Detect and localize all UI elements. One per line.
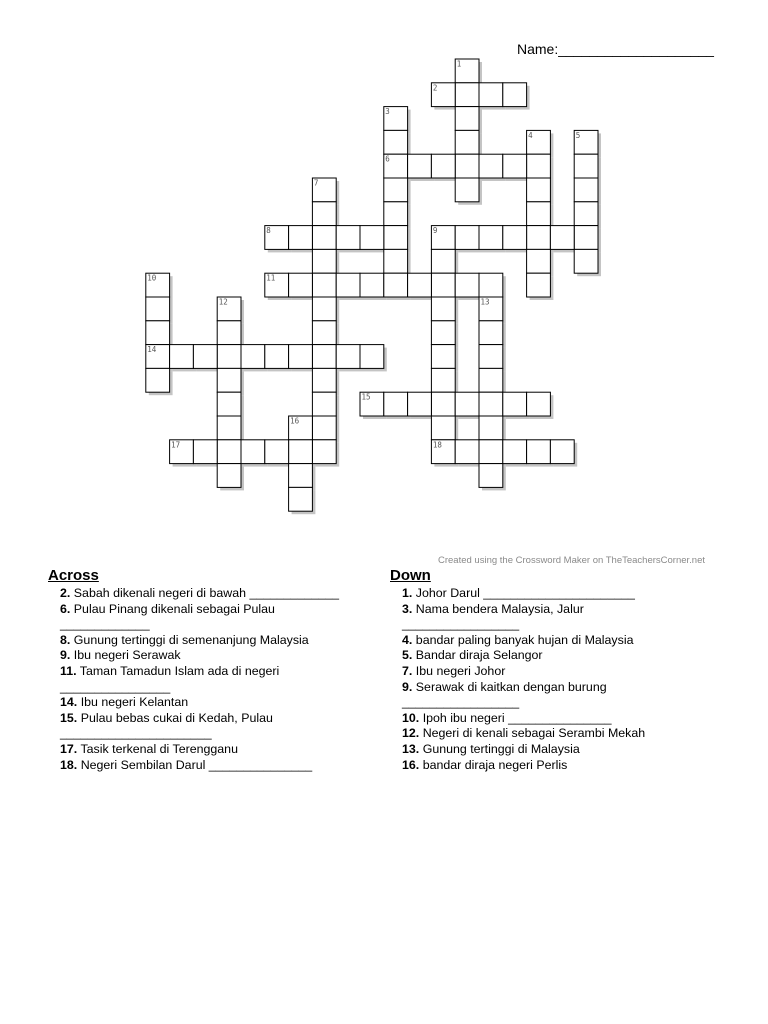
crossword-cell[interactable] xyxy=(431,249,455,273)
crossword-cell[interactable] xyxy=(217,416,241,440)
crossword-cell[interactable] xyxy=(217,392,241,416)
down-clue xyxy=(390,726,720,742)
crossword-cell[interactable] xyxy=(479,368,503,392)
crossword-cell[interactable] xyxy=(312,345,336,369)
crossword-cell[interactable] xyxy=(574,178,598,202)
clue-text: Johor Darul ______________________ xyxy=(415,586,635,600)
cell-number: 10 xyxy=(147,273,157,283)
across-clues xyxy=(48,567,368,773)
clue-number: 2. xyxy=(60,586,71,600)
cell-number: 15 xyxy=(361,392,371,402)
clue-number: 8. xyxy=(60,632,71,647)
crossword-cell[interactable] xyxy=(289,440,313,464)
crossword-cell[interactable] xyxy=(289,345,313,369)
crossword-cell[interactable] xyxy=(312,321,336,345)
across-heading: Across xyxy=(48,567,99,584)
crossword-cell[interactable] xyxy=(455,273,479,297)
clue-answer-line: ________________ xyxy=(60,679,171,694)
crossword-cell[interactable] xyxy=(455,392,479,416)
across-clue xyxy=(48,742,368,758)
clue-answer-line: _________________ xyxy=(402,617,520,632)
crossword-cell[interactable] xyxy=(574,249,598,273)
clue-number: 1. xyxy=(402,586,413,600)
crossword-cell[interactable] xyxy=(479,392,503,416)
crossword-cell[interactable] xyxy=(146,321,170,345)
cell-number: 1 xyxy=(456,59,462,69)
crossword-cell[interactable] xyxy=(431,154,455,178)
down-clue xyxy=(390,648,720,664)
crossword-cell[interactable] xyxy=(431,368,455,392)
crossword-cell[interactable] xyxy=(312,368,336,392)
crossword-cell[interactable] xyxy=(170,345,194,369)
crossword-cell[interactable] xyxy=(289,487,313,511)
crossword-cell[interactable] xyxy=(312,226,336,250)
crossword-cell[interactable] xyxy=(241,345,265,369)
crossword-cell[interactable] xyxy=(289,464,313,488)
crossword-cell[interactable] xyxy=(146,297,170,321)
clue-text: Ibu negeri Kelantan xyxy=(80,695,189,710)
crossword-cell[interactable] xyxy=(527,249,551,273)
clue-number: 10. xyxy=(402,710,420,725)
down-clue xyxy=(390,758,720,774)
down-clues xyxy=(390,567,720,773)
crossword-cell[interactable] xyxy=(479,440,503,464)
crossword-cell[interactable] xyxy=(527,154,551,178)
crossword-cell[interactable] xyxy=(384,273,408,297)
crossword-cell[interactable] xyxy=(479,226,503,250)
crossword-cell[interactable] xyxy=(503,154,527,178)
crossword-cell[interactable] xyxy=(289,226,313,250)
clue-number: 13. xyxy=(402,741,420,756)
crossword-cell[interactable] xyxy=(527,226,551,250)
down-clue xyxy=(390,711,720,727)
clue-number: 7. xyxy=(402,663,413,678)
crossword-cell[interactable] xyxy=(408,273,432,297)
crossword-cell[interactable] xyxy=(360,226,384,250)
clue-number: 16. xyxy=(402,757,420,772)
crossword-cell[interactable] xyxy=(479,321,503,345)
crossword-cell[interactable] xyxy=(503,83,527,107)
cell-number: 12 xyxy=(218,297,228,307)
clue-text: Serawak di kaitkan dengan burung xyxy=(415,679,607,694)
clue-text: Negeri Sembilan Darul _______________ xyxy=(80,757,313,772)
crossword-cell[interactable] xyxy=(408,154,432,178)
crossword-cell[interactable] xyxy=(193,440,217,464)
crossword-cell[interactable] xyxy=(312,202,336,226)
crossword-cell[interactable] xyxy=(312,273,336,297)
crossword-cell[interactable] xyxy=(479,273,503,297)
clue-text: Gunung tertinggi di Malaysia xyxy=(422,741,580,756)
crossword-cell[interactable] xyxy=(146,368,170,392)
credit-text: Created using the Crossword Maker on TheTeachersCorner.net xyxy=(438,555,706,566)
crossword-cell[interactable] xyxy=(360,345,384,369)
crossword-cell[interactable] xyxy=(455,440,479,464)
crossword-cell[interactable] xyxy=(455,154,479,178)
crossword-cell[interactable] xyxy=(265,440,289,464)
crossword-cell[interactable] xyxy=(193,345,217,369)
down-clue xyxy=(390,586,720,602)
crossword-cell[interactable] xyxy=(312,416,336,440)
clue-number: 12. xyxy=(402,726,420,741)
crossword-cell[interactable] xyxy=(550,440,574,464)
across-clue-list xyxy=(48,586,368,773)
clue-text: bandar diraja negeri Perlis xyxy=(422,757,568,772)
crossword-cell[interactable] xyxy=(527,202,551,226)
crossword-cell[interactable] xyxy=(574,202,598,226)
crossword-cell[interactable] xyxy=(289,273,313,297)
crossword-cell[interactable] xyxy=(503,226,527,250)
clue-number: 6. xyxy=(60,601,71,616)
crossword-cell[interactable] xyxy=(479,416,503,440)
across-clue xyxy=(48,695,368,711)
cell-number: 13 xyxy=(480,297,490,307)
crossword-cell[interactable] xyxy=(431,392,455,416)
crossword-cell[interactable] xyxy=(479,154,503,178)
cell-number: 14 xyxy=(147,345,157,355)
cell-number: 17 xyxy=(171,440,181,450)
clue-text: Pulau Pinang dikenali sebagai Pulau xyxy=(73,601,275,616)
across-clue xyxy=(48,633,368,649)
crossword-cell[interactable] xyxy=(527,392,551,416)
crossword-cell[interactable] xyxy=(384,226,408,250)
cell-number: 18 xyxy=(432,440,442,450)
crossword-cell[interactable] xyxy=(312,249,336,273)
clue-number: 5. xyxy=(402,648,413,663)
crossword-cell[interactable] xyxy=(455,130,479,154)
crossword-cell[interactable] xyxy=(527,440,551,464)
crossword-cell[interactable] xyxy=(431,273,455,297)
crossword-cell[interactable] xyxy=(455,83,479,107)
clue-text: Ibu negeri Serawak xyxy=(73,648,181,663)
crossword-cell[interactable] xyxy=(241,440,265,464)
clue-text: Gunung tertinggi di semenanjung Malaysia xyxy=(73,632,309,647)
name-field-label[interactable]: Name:____________________ xyxy=(517,41,714,57)
clue-answer-line: _________________ xyxy=(402,695,520,710)
down-clue xyxy=(390,680,720,711)
crossword-cell[interactable] xyxy=(312,440,336,464)
clue-number: 4. xyxy=(402,632,413,647)
clue-text: Pulau bebas cukai di Kedah, Pulau xyxy=(80,710,273,725)
crossword-cell[interactable] xyxy=(431,416,455,440)
clue-number: 14. xyxy=(60,695,78,710)
crossword-cell[interactable] xyxy=(408,392,432,416)
crossword-cell[interactable] xyxy=(360,273,384,297)
clue-answer-line: _____________ xyxy=(60,617,150,632)
crossword-cell[interactable] xyxy=(431,345,455,369)
cell-number: 2 xyxy=(432,83,438,93)
crossword-cell[interactable] xyxy=(265,345,289,369)
down-heading: Down xyxy=(390,567,431,584)
crossword-cell[interactable] xyxy=(336,273,360,297)
down-clue xyxy=(390,664,720,680)
cell-number: 3 xyxy=(385,107,390,117)
crossword-cell[interactable] xyxy=(431,297,455,321)
crossword-cell[interactable] xyxy=(503,440,527,464)
down-clue xyxy=(390,742,720,758)
across-clue xyxy=(48,648,368,664)
crossword-cell[interactable] xyxy=(384,249,408,273)
crossword-cell[interactable] xyxy=(479,464,503,488)
crossword-cell[interactable] xyxy=(431,321,455,345)
crossword-cell[interactable] xyxy=(479,345,503,369)
clue-number: 9. xyxy=(402,679,413,694)
crossword-cell[interactable] xyxy=(384,130,408,154)
clue-number: 15. xyxy=(60,710,78,725)
across-clue xyxy=(48,602,368,633)
crossword-cell[interactable] xyxy=(384,392,408,416)
clue-text: Tasik terkenal di Terengganu xyxy=(80,741,238,756)
crossword-cell[interactable] xyxy=(479,83,503,107)
clue-answer-line: ______________________ xyxy=(60,726,212,741)
across-clue xyxy=(48,664,368,695)
cell-number: 6 xyxy=(385,154,390,164)
clue-text: Ipoh ibu negeri _______________ xyxy=(422,710,612,725)
crossword-cell[interactable] xyxy=(217,464,241,488)
across-clue xyxy=(48,586,368,602)
clue-number: 18. xyxy=(60,757,78,772)
cell-number: 9 xyxy=(432,226,438,236)
crossword-cell[interactable] xyxy=(455,178,479,202)
cell-number: 11 xyxy=(266,273,276,283)
crossword-cell[interactable] xyxy=(455,107,479,131)
cell-number: 16 xyxy=(290,416,300,426)
crossword-cell[interactable] xyxy=(527,273,551,297)
crossword-cell[interactable] xyxy=(455,226,479,250)
cell-number: 8 xyxy=(266,226,271,236)
crossword-cell[interactable] xyxy=(217,440,241,464)
cell-number: 4 xyxy=(528,130,533,140)
crossword-cell[interactable] xyxy=(217,368,241,392)
clue-number: 9. xyxy=(60,648,71,663)
crossword-cell[interactable] xyxy=(384,178,408,202)
clue-text: Negeri di kenali sebagai Serambi Mekah xyxy=(422,726,646,741)
crossword-cell[interactable] xyxy=(312,392,336,416)
crossword-cell[interactable] xyxy=(336,226,360,250)
clue-text: Ibu negeri Johor xyxy=(415,663,506,678)
down-clue xyxy=(390,633,720,649)
clue-text: Nama bendera Malaysia, Jalur xyxy=(415,601,584,616)
crossword-cell[interactable] xyxy=(217,345,241,369)
crossword-cell[interactable] xyxy=(527,178,551,202)
crossword-cell[interactable] xyxy=(574,226,598,250)
crossword-cell[interactable] xyxy=(384,202,408,226)
across-clue xyxy=(48,758,368,774)
crossword-cell[interactable] xyxy=(336,345,360,369)
clue-number: 3. xyxy=(402,601,413,616)
clue-text: Bandar diraja Selangor xyxy=(415,648,543,663)
down-clue xyxy=(390,602,720,633)
across-clue xyxy=(48,711,368,742)
clue-text: Sabah dikenali negeri di bawah _____________ xyxy=(73,586,340,600)
clue-text: Taman Tamadun Islam ada di negeri xyxy=(79,663,280,678)
crossword-cell[interactable] xyxy=(217,321,241,345)
clue-number: 11. xyxy=(60,663,77,678)
down-clue-list xyxy=(390,586,720,773)
crossword-cell[interactable] xyxy=(550,226,574,250)
clue-number: 17. xyxy=(60,741,78,756)
crossword-cell[interactable] xyxy=(574,154,598,178)
crossword-cell[interactable] xyxy=(503,392,527,416)
crossword-cell[interactable] xyxy=(312,297,336,321)
cell-number: 7 xyxy=(313,178,319,188)
clue-text: bandar paling banyak hujan di Malaysia xyxy=(415,632,634,647)
cell-number: 5 xyxy=(575,130,581,140)
